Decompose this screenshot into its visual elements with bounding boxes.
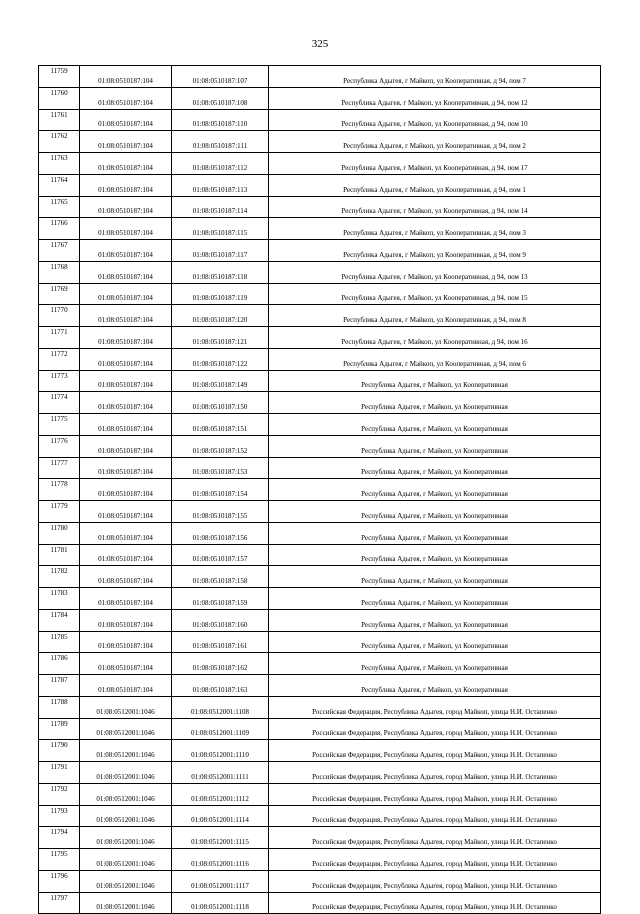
cadastral-number-cell: 01:08:0510187:111	[172, 131, 269, 153]
row-number-cell: 11772	[39, 348, 80, 370]
address-cell: Российская Федерация, Республика Адыгея, город Майкоп, улица Н.И. Остапенко	[269, 870, 601, 892]
row-number-cell: 11769	[39, 283, 80, 305]
row-number-cell: 11764	[39, 174, 80, 196]
table-body	[39, 66, 601, 914]
address-cell: Российская Федерация, Республика Адыгея, город Майкоп, улица Н.И. Остапенко	[269, 805, 601, 827]
row-number-cell: 11778	[39, 479, 80, 501]
parent-cadastral-number-cell: 01:08:0510187:104	[80, 457, 172, 479]
parent-cadastral-number-cell: 01:08:0512001:1046	[80, 762, 172, 784]
row-number-cell: 11770	[39, 305, 80, 327]
table-row	[39, 696, 601, 718]
table-row	[39, 87, 601, 109]
table-row	[39, 544, 601, 566]
table-row	[39, 392, 601, 414]
address-cell: Республика Адыгея, г Майкоп, ул Кооперативная	[269, 457, 601, 479]
row-number-cell: 11789	[39, 718, 80, 740]
cadastral-number-cell: 01:08:0512001:1111	[172, 762, 269, 784]
table-row	[39, 718, 601, 740]
address-cell: Российская Федерация, Республика Адыгея, город Майкоп, улица Н.И. Остапенко	[269, 783, 601, 805]
cadastral-number-cell: 01:08:0510187:161	[172, 631, 269, 653]
table-row	[39, 631, 601, 653]
address-cell: Республика Адыгея, г Майкоп, ул Кооперативная, д 94, пом 7	[269, 66, 601, 88]
table-row	[39, 109, 601, 131]
parent-cadastral-number-cell: 01:08:0512001:1046	[80, 827, 172, 849]
cadastral-number-cell: 01:08:0510187:160	[172, 609, 269, 631]
parent-cadastral-number-cell: 01:08:0512001:1046	[80, 696, 172, 718]
cadastral-number-cell: 01:08:0512001:1108	[172, 696, 269, 718]
cadastral-number-cell: 01:08:0510187:153	[172, 457, 269, 479]
table-row	[39, 805, 601, 827]
table-row	[39, 870, 601, 892]
table-row	[39, 740, 601, 762]
parent-cadastral-number-cell: 01:08:0510187:104	[80, 435, 172, 457]
cadastral-number-cell: 01:08:0510187:149	[172, 370, 269, 392]
parent-cadastral-number-cell: 01:08:0512001:1046	[80, 805, 172, 827]
address-cell: Республика Адыгея, г Майкоп, ул Кооперативная, д 94, пом 17	[269, 153, 601, 175]
cadastral-number-cell: 01:08:0510187:157	[172, 544, 269, 566]
cadastral-number-cell: 01:08:0510187:163	[172, 675, 269, 697]
address-cell: Российская Федерация, Республика Адыгея, город Майкоп, улица Н.И. Остапенко	[269, 718, 601, 740]
parent-cadastral-number-cell: 01:08:0510187:104	[80, 566, 172, 588]
table-row	[39, 218, 601, 240]
row-number-cell: 11777	[39, 457, 80, 479]
table-row	[39, 588, 601, 610]
parent-cadastral-number-cell: 01:08:0510187:104	[80, 544, 172, 566]
row-number-cell: 11794	[39, 827, 80, 849]
row-number-cell: 11795	[39, 849, 80, 871]
parent-cadastral-number-cell: 01:08:0510187:104	[80, 414, 172, 436]
row-number-cell: 11782	[39, 566, 80, 588]
address-cell: Республика Адыгея, г Майкоп, ул Кооперативная	[269, 479, 601, 501]
address-cell: Республика Адыгея, г Майкоп, ул Кооперативная, д 94, пом 1	[269, 174, 601, 196]
row-number-cell: 11787	[39, 675, 80, 697]
row-number-cell: 11776	[39, 435, 80, 457]
cadastral-number-cell: 01:08:0510187:150	[172, 392, 269, 414]
row-number-cell: 11760	[39, 87, 80, 109]
row-number-cell: 11766	[39, 218, 80, 240]
cadastral-number-cell: 01:08:0512001:1118	[172, 892, 269, 914]
cadastral-table	[38, 65, 601, 914]
row-number-cell: 11788	[39, 696, 80, 718]
address-cell: Республика Адыгея, г Майкоп, ул Кооперативная, д 94, пом 15	[269, 283, 601, 305]
parent-cadastral-number-cell: 01:08:0510187:104	[80, 675, 172, 697]
parent-cadastral-number-cell: 01:08:0510187:104	[80, 305, 172, 327]
row-number-cell: 11792	[39, 783, 80, 805]
address-cell: Республика Адыгея, г Майкоп, ул Кооперативная, д 94, пом 13	[269, 261, 601, 283]
table-row	[39, 849, 601, 871]
address-cell: Республика Адыгея, г Майкоп, ул Кооперативная	[269, 435, 601, 457]
address-cell: Российская Федерация, Республика Адыгея, город Майкоп, улица Н.И. Остапенко	[269, 696, 601, 718]
row-number-cell: 11780	[39, 522, 80, 544]
address-cell: Республика Адыгея, г Майкоп, ул Кооперативная, д 94, пом 3	[269, 218, 601, 240]
cadastral-number-cell: 01:08:0512001:1115	[172, 827, 269, 849]
table-row	[39, 414, 601, 436]
parent-cadastral-number-cell: 01:08:0510187:104	[80, 66, 172, 88]
cadastral-number-cell: 01:08:0510187:158	[172, 566, 269, 588]
address-cell: Республика Адыгея, г Майкоп, ул Кооперативная	[269, 392, 601, 414]
parent-cadastral-number-cell: 01:08:0510187:104	[80, 501, 172, 523]
cadastral-number-cell: 01:08:0512001:1112	[172, 783, 269, 805]
row-number-cell: 11781	[39, 544, 80, 566]
cadastral-number-cell: 01:08:0510187:162	[172, 653, 269, 675]
parent-cadastral-number-cell: 01:08:0510187:104	[80, 218, 172, 240]
address-cell: Республика Адыгея, г Майкоп, ул Кооперативная, д 94, пом 16	[269, 327, 601, 349]
table-row	[39, 370, 601, 392]
parent-cadastral-number-cell: 01:08:0512001:1046	[80, 718, 172, 740]
cadastral-number-cell: 01:08:0510187:115	[172, 218, 269, 240]
address-cell: Республика Адыгея, г Майкоп, ул Кооперативная, д 94, пом 8	[269, 305, 601, 327]
table-row	[39, 762, 601, 784]
cadastral-number-cell: 01:08:0512001:1114	[172, 805, 269, 827]
address-cell: Российская Федерация, Республика Адыгея, город Майкоп, улица Н.И. Остапенко	[269, 849, 601, 871]
cadastral-number-cell: 01:08:0510187:120	[172, 305, 269, 327]
row-number-cell: 11774	[39, 392, 80, 414]
table-row	[39, 892, 601, 914]
cadastral-number-cell: 01:08:0510187:107	[172, 66, 269, 88]
row-number-cell: 11783	[39, 588, 80, 610]
table-row	[39, 327, 601, 349]
parent-cadastral-number-cell: 01:08:0510187:104	[80, 609, 172, 631]
cadastral-number-cell: 01:08:0510187:118	[172, 261, 269, 283]
cadastral-number-cell: 01:08:0512001:1109	[172, 718, 269, 740]
row-number-cell: 11796	[39, 870, 80, 892]
table-row	[39, 174, 601, 196]
parent-cadastral-number-cell: 01:08:0512001:1046	[80, 849, 172, 871]
row-number-cell: 11790	[39, 740, 80, 762]
row-number-cell: 11771	[39, 327, 80, 349]
row-number-cell: 11761	[39, 109, 80, 131]
cadastral-number-cell: 01:08:0510187:114	[172, 196, 269, 218]
parent-cadastral-number-cell: 01:08:0510187:104	[80, 131, 172, 153]
address-cell: Республика Адыгея, г Майкоп, ул Кооперативная	[269, 609, 601, 631]
table-row	[39, 522, 601, 544]
table-row	[39, 283, 601, 305]
address-cell: Республика Адыгея, г Майкоп, ул Кооперативная	[269, 544, 601, 566]
row-number-cell: 11779	[39, 501, 80, 523]
table-row	[39, 501, 601, 523]
cadastral-number-cell: 01:08:0510187:108	[172, 87, 269, 109]
row-number-cell: 11784	[39, 609, 80, 631]
cadastral-number-cell: 01:08:0510187:113	[172, 174, 269, 196]
address-cell: Республика Адыгея, г Майкоп, ул Кооперативная	[269, 522, 601, 544]
parent-cadastral-number-cell: 01:08:0510187:104	[80, 87, 172, 109]
table-row	[39, 479, 601, 501]
address-cell: Республика Адыгея, г Майкоп, ул Кооперативная	[269, 414, 601, 436]
cadastral-number-cell: 01:08:0510187:119	[172, 283, 269, 305]
parent-cadastral-number-cell: 01:08:0512001:1046	[80, 740, 172, 762]
parent-cadastral-number-cell: 01:08:0510187:104	[80, 653, 172, 675]
cadastral-number-cell: 01:08:0510187:156	[172, 522, 269, 544]
parent-cadastral-number-cell: 01:08:0510187:104	[80, 370, 172, 392]
row-number-cell: 11775	[39, 414, 80, 436]
cadastral-number-cell: 01:08:0510187:155	[172, 501, 269, 523]
parent-cadastral-number-cell: 01:08:0510187:104	[80, 522, 172, 544]
address-cell: Республика Адыгея, г Майкоп, ул Кооперативная	[269, 370, 601, 392]
parent-cadastral-number-cell: 01:08:0510187:104	[80, 327, 172, 349]
row-number-cell: 11785	[39, 631, 80, 653]
row-number-cell: 11762	[39, 131, 80, 153]
table-row	[39, 153, 601, 175]
parent-cadastral-number-cell: 01:08:0512001:1046	[80, 892, 172, 914]
row-number-cell: 11773	[39, 370, 80, 392]
cadastral-number-cell: 01:08:0510187:152	[172, 435, 269, 457]
table-row	[39, 827, 601, 849]
table-row	[39, 675, 601, 697]
parent-cadastral-number-cell: 01:08:0510187:104	[80, 196, 172, 218]
cadastral-number-cell: 01:08:0512001:1116	[172, 849, 269, 871]
address-cell: Республика Адыгея, г Майкоп, ул Кооперативная	[269, 566, 601, 588]
address-cell: Российская Федерация, Республика Адыгея, город Майкоп, улица Н.И. Остапенко	[269, 762, 601, 784]
address-cell: Российская Федерация, Республика Адыгея, город Майкоп, улица Н.И. Остапенко	[269, 892, 601, 914]
parent-cadastral-number-cell: 01:08:0510187:104	[80, 479, 172, 501]
parent-cadastral-number-cell: 01:08:0510187:104	[80, 153, 172, 175]
address-cell: Республика Адыгея, г Майкоп, ул Кооперативная	[269, 501, 601, 523]
table-row	[39, 609, 601, 631]
cadastral-number-cell: 01:08:0510187:122	[172, 348, 269, 370]
cadastral-number-cell: 01:08:0510187:151	[172, 414, 269, 436]
address-cell: Российская Федерация, Республика Адыгея, город Майкоп, улица Н.И. Остапенко	[269, 740, 601, 762]
parent-cadastral-number-cell: 01:08:0510187:104	[80, 283, 172, 305]
parent-cadastral-number-cell: 01:08:0510187:104	[80, 588, 172, 610]
page-number: 325	[311, 38, 329, 50]
parent-cadastral-number-cell: 01:08:0512001:1046	[80, 870, 172, 892]
address-cell: Республика Адыгея, г Майкоп, ул Кооперативная	[269, 588, 601, 610]
table-row	[39, 783, 601, 805]
parent-cadastral-number-cell: 01:08:0510187:104	[80, 109, 172, 131]
cadastral-number-cell: 01:08:0510187:117	[172, 240, 269, 262]
cadastral-number-cell: 01:08:0512001:1117	[172, 870, 269, 892]
table-row	[39, 66, 601, 88]
table-row	[39, 131, 601, 153]
cadastral-number-cell: 01:08:0512001:1110	[172, 740, 269, 762]
address-cell: Республика Адыгея, г Майкоп, ул Кооперативная, д 94, пом 10	[269, 109, 601, 131]
cadastral-number-cell: 01:08:0510187:159	[172, 588, 269, 610]
cadastral-number-cell: 01:08:0510187:154	[172, 479, 269, 501]
parent-cadastral-number-cell: 01:08:0510187:104	[80, 261, 172, 283]
address-cell: Российская Федерация, Республика Адыгея, город Майкоп, улица Н.И. Остапенко	[269, 827, 601, 849]
parent-cadastral-number-cell: 01:08:0510187:104	[80, 392, 172, 414]
parent-cadastral-number-cell: 01:08:0510187:104	[80, 174, 172, 196]
table-row	[39, 653, 601, 675]
table-row	[39, 435, 601, 457]
address-cell: Республика Адыгея, г Майкоп, ул Кооперативная, д 94, пом 12	[269, 87, 601, 109]
parent-cadastral-number-cell: 01:08:0510187:104	[80, 631, 172, 653]
row-number-cell: 11786	[39, 653, 80, 675]
table-row	[39, 305, 601, 327]
parent-cadastral-number-cell: 01:08:0510187:104	[80, 240, 172, 262]
row-number-cell: 11765	[39, 196, 80, 218]
address-cell: Республика Адыгея, г Майкоп, ул Кооперативная	[269, 653, 601, 675]
row-number-cell: 11759	[39, 66, 80, 88]
table-row	[39, 240, 601, 262]
parent-cadastral-number-cell: 01:08:0510187:104	[80, 348, 172, 370]
row-number-cell: 11768	[39, 261, 80, 283]
address-cell: Республика Адыгея, г Майкоп, ул Кооперативная	[269, 675, 601, 697]
table-row	[39, 457, 601, 479]
row-number-cell: 11763	[39, 153, 80, 175]
row-number-cell: 11793	[39, 805, 80, 827]
address-cell: Республика Адыгея, г Майкоп, ул Кооперативная, д 94, пом 2	[269, 131, 601, 153]
cadastral-number-cell: 01:08:0510187:110	[172, 109, 269, 131]
table-row	[39, 261, 601, 283]
address-cell: Республика Адыгея, г Майкоп, ул Кооперативная, д 94, пом 6	[269, 348, 601, 370]
row-number-cell: 11791	[39, 762, 80, 784]
address-cell: Республика Адыгея, г Майкоп, ул Кооперативная, д 94, пом 9	[269, 240, 601, 262]
cadastral-number-cell: 01:08:0510187:121	[172, 327, 269, 349]
table-row	[39, 196, 601, 218]
parent-cadastral-number-cell: 01:08:0512001:1046	[80, 783, 172, 805]
table-row	[39, 348, 601, 370]
table-row	[39, 566, 601, 588]
address-cell: Республика Адыгея, г Майкоп, ул Кооперативная	[269, 631, 601, 653]
cadastral-number-cell: 01:08:0510187:112	[172, 153, 269, 175]
row-number-cell: 11767	[39, 240, 80, 262]
address-cell: Республика Адыгея, г Майкоп, ул Кооперативная, д 94, пом 14	[269, 196, 601, 218]
row-number-cell: 11797	[39, 892, 80, 914]
